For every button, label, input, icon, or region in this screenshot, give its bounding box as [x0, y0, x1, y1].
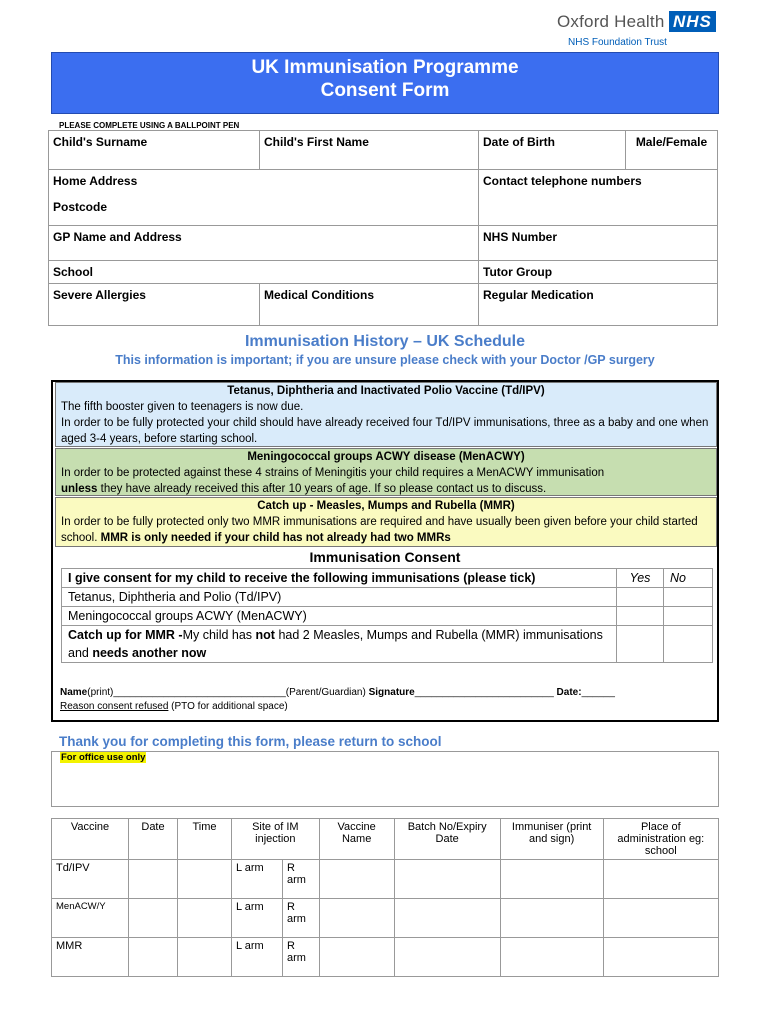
- surname-field[interactable]: [49, 131, 260, 170]
- gp-field[interactable]: [49, 226, 479, 261]
- contact-label: Contact telephone numbers: [483, 174, 642, 188]
- signature-area: [60, 686, 615, 714]
- thank-you-text: Thank you for completing this form, please return to school: [59, 734, 442, 749]
- conditions-label: Medical Conditions: [264, 288, 375, 302]
- name-label: Name: [60, 687, 88, 698]
- office-use-label: For office use only: [61, 752, 146, 763]
- time-cell[interactable]: [178, 899, 232, 938]
- history-consent-frame: [51, 380, 719, 722]
- row-vaccine: MMR: [52, 938, 129, 977]
- time-cell[interactable]: [178, 938, 232, 977]
- tutor-group-field[interactable]: [479, 261, 718, 284]
- date-blank: ______: [581, 687, 615, 698]
- col-immuniser: Immuniser (print and sign): [500, 819, 603, 860]
- mmr-text: In order to be fully protected only two MMR immunisations are required and have usually been given before your child started school.: [61, 516, 698, 544]
- tdipv-no-checkbox[interactable]: [664, 588, 713, 607]
- dob-label: Date of Birth: [483, 135, 555, 149]
- form-title: UK Immunisation Programme: [251, 57, 519, 78]
- mmr-needs-another: needs another now: [92, 646, 207, 660]
- time-cell[interactable]: [178, 860, 232, 899]
- tdipv-text-2: In order to be fully protected your child should have already received four Td/IPV immunisations, three as a baby and one when aged 3-4 years, before starting school.: [61, 417, 709, 445]
- child-details-table: [48, 130, 718, 326]
- date-label: Date:: [556, 687, 582, 698]
- vaccine-name-cell[interactable]: [319, 860, 394, 899]
- signature-label: Signature: [368, 687, 415, 698]
- consent-title: Immunisation Consent: [309, 549, 461, 565]
- mmr-title: Catch up - Measles, Mumps and Rubella (MMR): [257, 500, 515, 512]
- first-name-label: Child's First Name: [264, 135, 369, 149]
- consent-row-menacwy: Meningococcal groups ACWY (MenACWY): [62, 607, 617, 626]
- col-vaccine: Vaccine: [52, 819, 129, 860]
- nhs-number-label: NHS Number: [483, 230, 558, 244]
- consent-row-tdipv: Tetanus, Diphtheria and Polio (Td/IPV): [62, 588, 617, 607]
- col-time: Time: [178, 819, 232, 860]
- row-vaccine: MenACW/Y: [52, 899, 129, 938]
- allergies-label: Severe Allergies: [53, 288, 146, 302]
- dob-field[interactable]: [479, 131, 626, 170]
- col-date: Date: [129, 819, 178, 860]
- consent-table: [61, 568, 713, 663]
- nhs-number-field[interactable]: [479, 226, 718, 261]
- oxford-health-logo: [557, 12, 716, 32]
- no-header: No: [664, 569, 713, 588]
- mmr-bold-text: MMR is only needed if your child has not already had two MMRs: [100, 532, 451, 544]
- right-arm-cell[interactable]: R arm: [283, 938, 320, 977]
- menacwy-text-1: In order to be protected against these 4 strains of Meningitis your child requires a MenACWY immunisation: [61, 467, 605, 479]
- menacwy-unless: unless: [61, 483, 98, 495]
- tdipv-info-block: [55, 382, 717, 447]
- allergies-field[interactable]: [49, 284, 260, 326]
- table-row: [52, 899, 719, 938]
- place-cell[interactable]: [603, 938, 718, 977]
- row-vaccine: Td/IPV: [52, 860, 129, 899]
- right-arm-cell[interactable]: R arm: [283, 899, 320, 938]
- history-subtitle: This information is important; if you are unsure please check with your Doctor /GP surgery: [115, 353, 655, 367]
- form-subtitle: Consent Form: [320, 80, 450, 101]
- conditions-field[interactable]: [260, 284, 479, 326]
- menacwy-info-block: [55, 448, 717, 496]
- administration-table: [51, 818, 719, 977]
- logo-name: Oxford Health: [557, 12, 665, 31]
- logo-trust-name: NHS Foundation Trust: [568, 37, 667, 48]
- office-use-box[interactable]: [51, 751, 719, 807]
- yes-header: Yes: [617, 569, 664, 588]
- mmr-info-block: [55, 497, 717, 547]
- menacwy-title: Meningococcal groups ACWY disease (MenACWY): [247, 451, 525, 463]
- gp-label: GP Name and Address: [53, 230, 182, 244]
- place-cell[interactable]: [603, 899, 718, 938]
- left-arm-cell[interactable]: L arm: [232, 938, 283, 977]
- immuniser-cell[interactable]: [500, 860, 603, 899]
- sex-field[interactable]: [626, 131, 718, 170]
- tdipv-text-1: The fifth booster given to teenagers is now due.: [61, 401, 304, 413]
- refused-line[interactable]: [60, 700, 615, 714]
- home-address-field[interactable]: [49, 170, 479, 226]
- col-vaccine-name: Vaccine Name: [319, 819, 394, 860]
- menacwy-text-2: they have already received this after 10 years of age. If so please contact us to discuss.: [97, 483, 547, 495]
- refused-note: (PTO for additional space): [168, 701, 288, 712]
- menacwy-yes-checkbox[interactable]: [617, 607, 664, 626]
- mmr-text-b: had 2 Measles, Mumps and Rubella (MMR) immunisations and: [68, 628, 603, 660]
- table-row: [52, 860, 719, 899]
- signature-blank: _________________________: [414, 687, 557, 698]
- consent-row-mmr: [62, 626, 617, 663]
- tdipv-yes-checkbox[interactable]: [617, 588, 664, 607]
- col-site: Site of IM injection: [232, 819, 320, 860]
- menacwy-no-checkbox[interactable]: [664, 607, 713, 626]
- signature-line[interactable]: [60, 686, 615, 700]
- surname-label: Child's Surname: [53, 135, 148, 149]
- form-title-banner: [51, 52, 719, 114]
- batch-cell[interactable]: [394, 860, 500, 899]
- mmr-no-checkbox[interactable]: [664, 626, 713, 663]
- date-cell[interactable]: [129, 860, 178, 899]
- immuniser-cell[interactable]: [500, 938, 603, 977]
- col-batch: Batch No/Expiry Date: [394, 819, 500, 860]
- sex-label: Male/Female: [635, 135, 708, 149]
- left-arm-cell[interactable]: L arm: [232, 899, 283, 938]
- tutor-group-label: Tutor Group: [483, 265, 553, 279]
- left-arm-cell[interactable]: L arm: [232, 860, 283, 899]
- history-title: Immunisation History – UK Schedule: [244, 333, 526, 350]
- tdipv-title: Tetanus, Diphtheria and Inactivated Polio Vaccine (Td/IPV): [227, 385, 545, 397]
- vaccine-name-cell[interactable]: [319, 938, 394, 977]
- refused-label: Reason consent refused: [60, 701, 169, 712]
- mmr-not: not: [255, 628, 275, 642]
- school-label: School: [53, 265, 94, 279]
- nhs-logo-badge: NHS: [669, 11, 716, 32]
- contact-field[interactable]: [479, 170, 718, 226]
- ballpoint-instruction: PLEASE COMPLETE USING A BALLPOINT PEN: [59, 121, 240, 130]
- vaccine-name-cell[interactable]: [319, 899, 394, 938]
- mmr-text-a: My child has: [182, 628, 256, 642]
- home-address-label: Home Address: [53, 174, 138, 188]
- print-line: (print)_______________________________(Parent/Guardian): [87, 687, 369, 698]
- postcode-label: Postcode: [53, 200, 108, 214]
- first-name-field[interactable]: [260, 131, 479, 170]
- place-cell[interactable]: [603, 860, 718, 899]
- date-cell[interactable]: [129, 899, 178, 938]
- medication-label: Regular Medication: [483, 288, 594, 302]
- date-cell[interactable]: [129, 938, 178, 977]
- medication-field[interactable]: [479, 284, 718, 326]
- batch-cell[interactable]: [394, 899, 500, 938]
- immuniser-cell[interactable]: [500, 899, 603, 938]
- table-row: [52, 938, 719, 977]
- batch-cell[interactable]: [394, 938, 500, 977]
- col-place: Place of administration eg: school: [603, 819, 718, 860]
- right-arm-cell[interactable]: R arm: [283, 860, 320, 899]
- mmr-yes-checkbox[interactable]: [617, 626, 664, 663]
- school-field[interactable]: [49, 261, 479, 284]
- mmr-catchup-label: Catch up for MMR -: [68, 628, 183, 642]
- consent-header: I give consent for my child to receive the following immunisations (please tick): [62, 569, 617, 588]
